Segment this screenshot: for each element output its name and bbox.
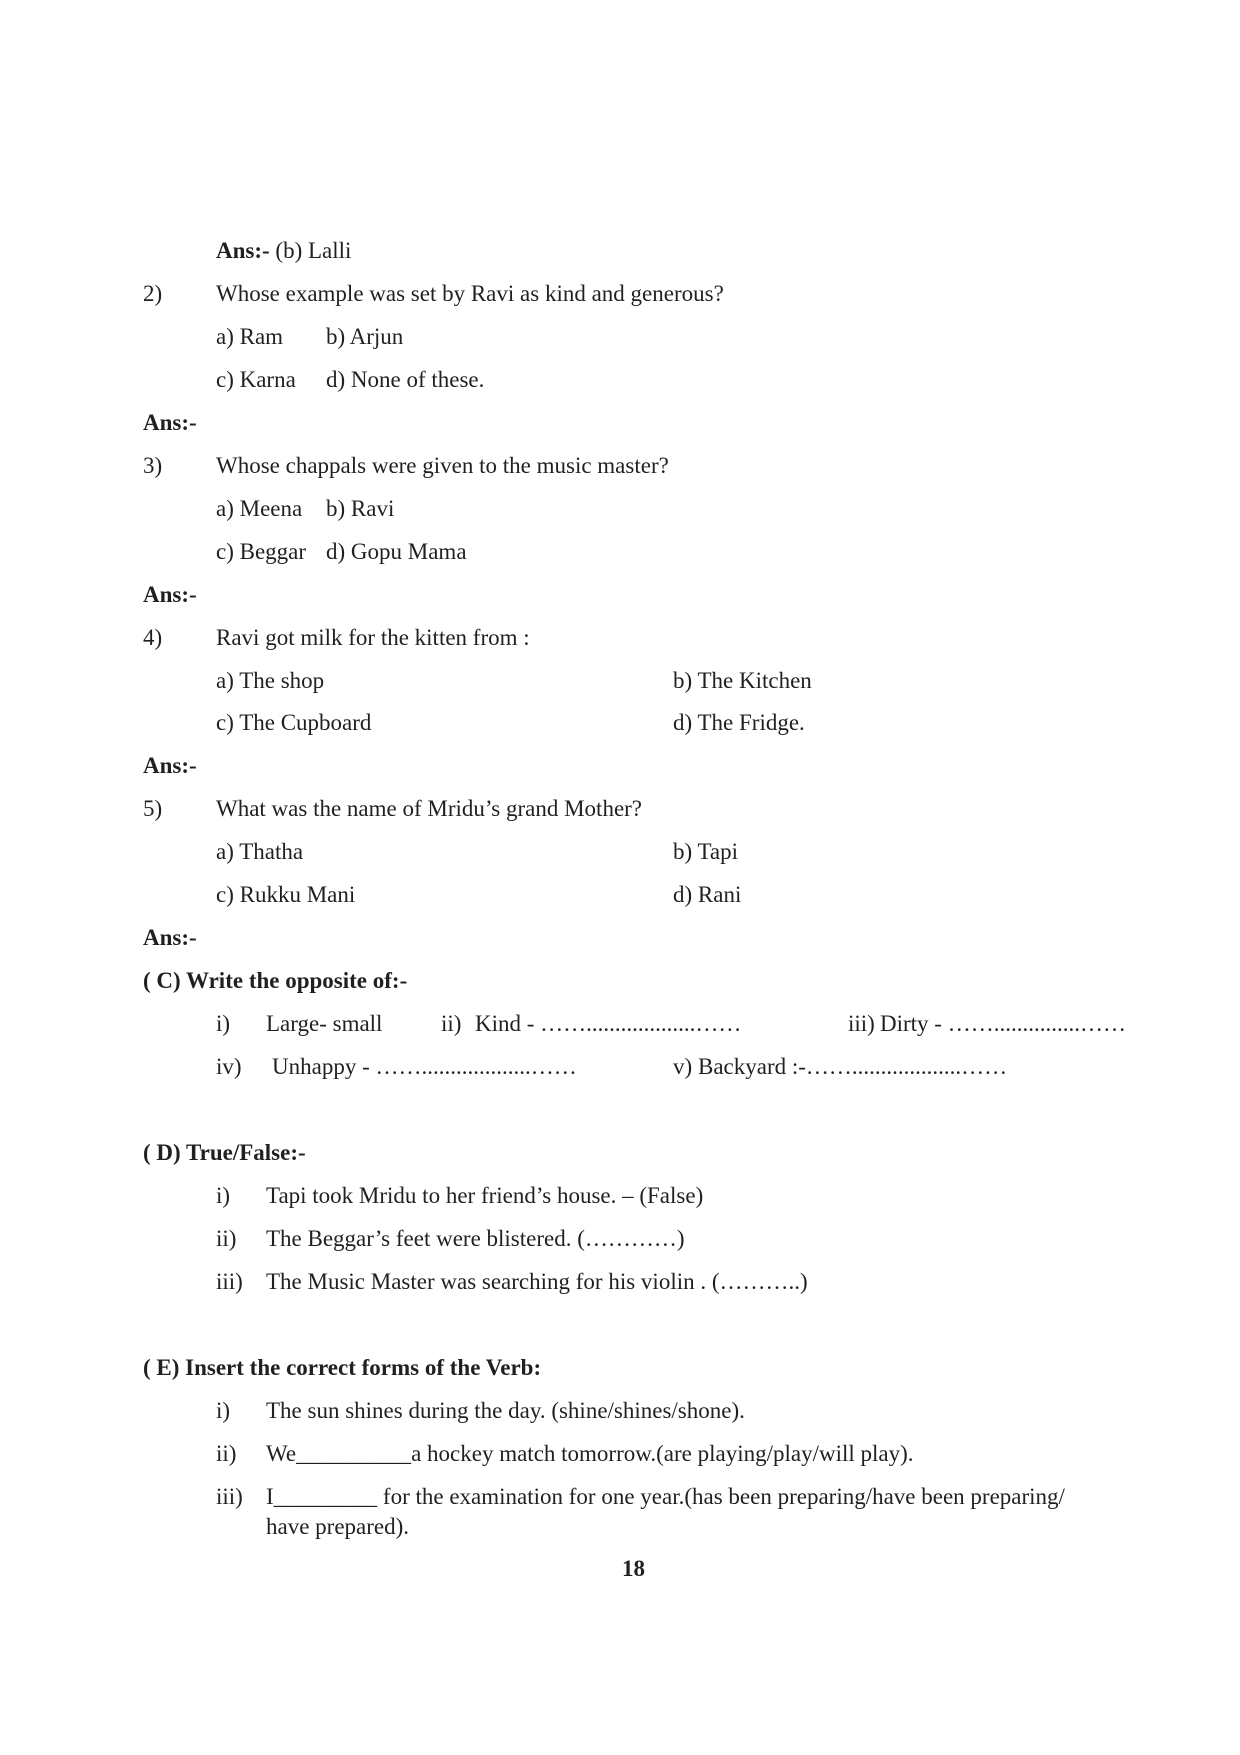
option-b: b) The Kitchen xyxy=(673,668,812,693)
question-number: 2) xyxy=(143,281,163,306)
item-number: i) xyxy=(216,1183,231,1208)
option-b: b) Arjun xyxy=(326,324,404,349)
item-text: Dirty - ……...............…… xyxy=(880,1011,1126,1036)
item-number: i) xyxy=(216,1398,231,1423)
item-number: ii) xyxy=(216,1226,237,1251)
option-b: b) Tapi xyxy=(673,839,739,864)
question-number: 4) xyxy=(143,625,163,650)
option-c: c) Beggar xyxy=(216,539,307,564)
answer-label: Ans:- xyxy=(143,410,197,435)
item-number: iii) xyxy=(216,1269,243,1294)
question-text: What was the name of Mridu’s grand Mother? xyxy=(216,796,643,821)
option-d: d) The Fridge. xyxy=(673,710,805,735)
item-text: Backyard :-……...................…… xyxy=(698,1054,1008,1079)
item-number: v) xyxy=(673,1054,693,1079)
section-heading: ( E) Insert the correct forms of the Verb: xyxy=(143,1355,542,1380)
item-text: We__________a hockey match tomorrow.(are playing/play/will play). xyxy=(266,1441,914,1466)
option-d: d) Gopu Mama xyxy=(326,539,467,564)
option-a: a) Meena xyxy=(216,496,303,521)
question-text: Whose example was set by Ravi as kind and generous? xyxy=(216,281,724,306)
item-text-continued: have prepared). xyxy=(266,1514,410,1539)
option-a: a) The shop xyxy=(216,668,325,693)
item-text: Tapi took Mridu to her friend’s house. – (False) xyxy=(266,1183,704,1208)
item-number: iii) xyxy=(848,1011,875,1036)
question-text: Whose chappals were given to the music master? xyxy=(216,453,669,478)
option-a: a) Thatha xyxy=(216,839,304,864)
option-c: c) The Cupboard xyxy=(216,710,372,735)
answer-line xyxy=(216,239,351,262)
item-number: ii) xyxy=(441,1011,462,1036)
item-text: I_________ for the examination for one year.(has been preparing/have been preparing/ xyxy=(266,1484,1065,1509)
option-d: d) None of these. xyxy=(326,367,485,392)
option-a: a) Ram xyxy=(216,324,284,349)
item-number: i) xyxy=(216,1011,231,1036)
item-text: Unhappy - ……...................…… xyxy=(272,1054,577,1079)
section-heading: ( C) Write the opposite of:- xyxy=(143,968,408,993)
question-number: 5) xyxy=(143,796,163,821)
question-number: 3) xyxy=(143,453,163,478)
section-heading: ( D) True/False:- xyxy=(143,1140,306,1165)
item-text: Kind - ……...................…… xyxy=(475,1011,742,1036)
item-number: ii) xyxy=(216,1441,237,1466)
item-text: The Music Master was searching for his violin . (………..) xyxy=(266,1269,808,1294)
item-number: iii) xyxy=(216,1484,243,1509)
item-text: Large- small xyxy=(266,1011,383,1036)
answer-value: (b) Lalli xyxy=(269,238,352,263)
option-c: c) Rukku Mani xyxy=(216,882,356,907)
item-number: iv) xyxy=(216,1054,242,1079)
page-number: 18 xyxy=(622,1556,645,1581)
answer-label: Ans:- xyxy=(143,753,197,778)
option-c: c) Karna xyxy=(216,367,296,392)
option-d: d) Rani xyxy=(673,882,742,907)
item-text: The Beggar’s feet were blistered. (…………) xyxy=(266,1226,685,1251)
answer-label: Ans:- xyxy=(143,582,197,607)
answer-label: Ans:- xyxy=(143,925,197,950)
question-text: Ravi got milk for the kitten from : xyxy=(216,625,530,650)
option-b: b) Ravi xyxy=(326,496,395,521)
item-text: The sun shines during the day. (shine/shines/shone). xyxy=(266,1398,745,1423)
answer-label: Ans:- xyxy=(216,238,270,263)
